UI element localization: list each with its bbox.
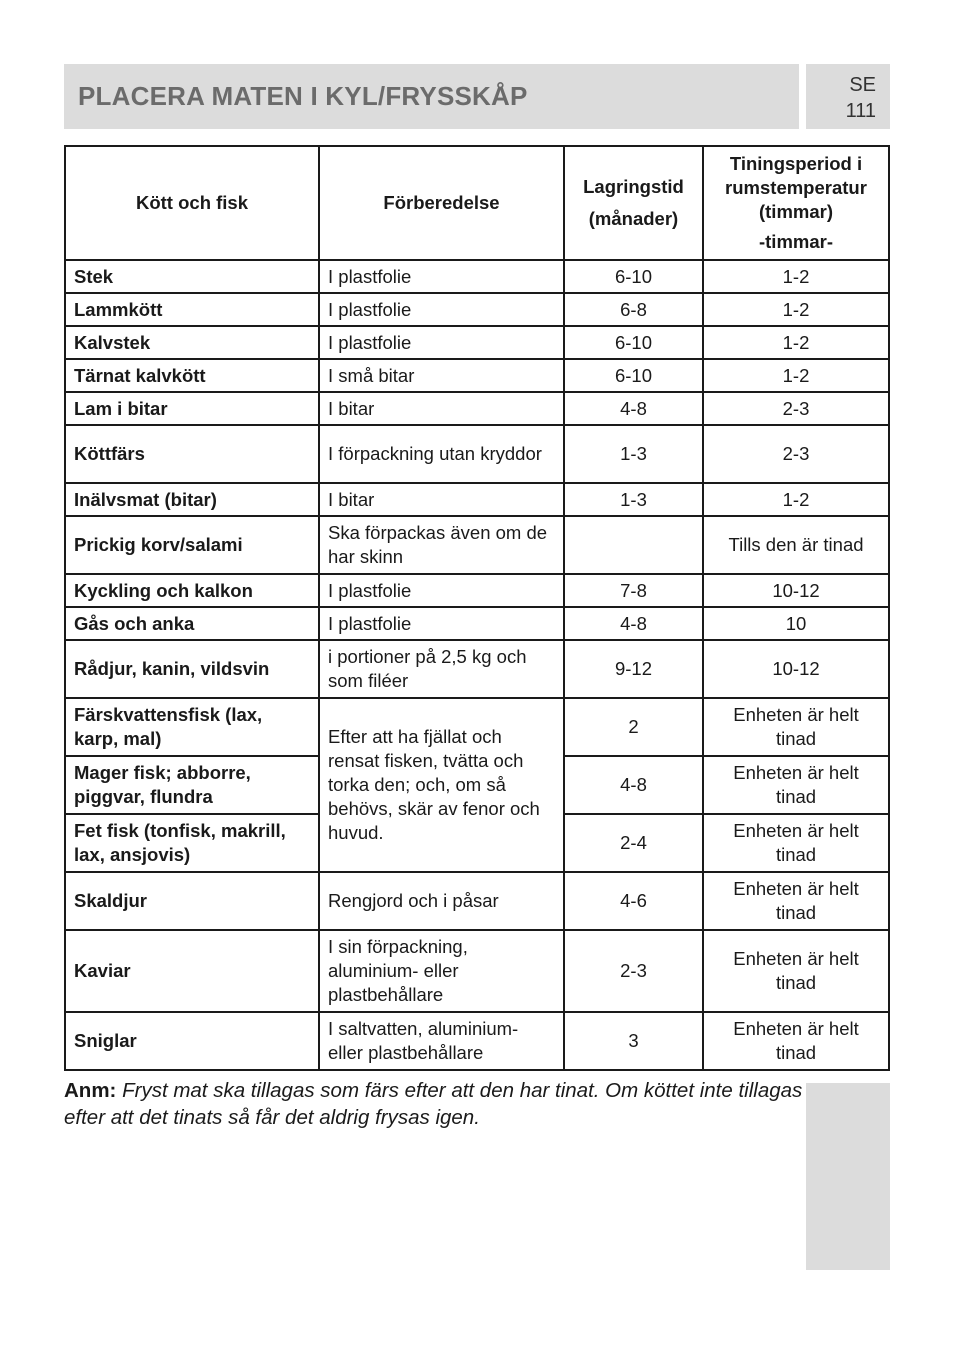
row-thaw: 1-2 <box>703 293 889 326</box>
row-item: Prickig korv/salami <box>65 516 319 574</box>
row-item: Skaldjur <box>65 872 319 930</box>
page-number: 111 <box>845 100 876 122</box>
row-storage: 4-8 <box>564 607 703 640</box>
row-thaw: 1-2 <box>703 483 889 516</box>
side-decoration <box>806 1083 890 1270</box>
row-thaw: Enheten är helt tinad <box>703 756 889 814</box>
row-thaw: 1-2 <box>703 260 889 293</box>
row-storage: 9-12 <box>564 640 703 698</box>
header-item: Kött och fisk <box>65 146 319 260</box>
table-row <box>65 1012 889 1070</box>
row-prep: I förpackning utan kryddor <box>319 425 564 483</box>
row-item: Tärnat kalvkött <box>65 359 319 392</box>
row-prep: Rengjord och i påsar <box>319 872 564 930</box>
row-thaw: Enheten är helt tinad <box>703 698 889 756</box>
row-storage: 6-8 <box>564 293 703 326</box>
table-row <box>65 872 889 930</box>
table-row <box>65 698 889 756</box>
row-thaw: 10-12 <box>703 574 889 607</box>
row-item: Rådjur, kanin, vildsvin <box>65 640 319 698</box>
row-storage: 2 <box>564 698 703 756</box>
header-thaw-line1: Tiningsperiod i rumstemperatur (timmar) <box>725 153 867 222</box>
header-thaw-line2: -timmar- <box>758 231 833 252</box>
row-thaw: 1-2 <box>703 326 889 359</box>
page-indicator <box>806 64 890 129</box>
row-thaw: 1-2 <box>703 359 889 392</box>
row-item: Kaviar <box>65 930 319 1012</box>
row-item: Lam i bitar <box>65 392 319 425</box>
row-prep: I bitar <box>319 392 564 425</box>
row-thaw: Enheten är helt tinad <box>703 814 889 872</box>
table-row <box>65 293 889 326</box>
row-thaw: Enheten är helt tinad <box>703 1012 889 1070</box>
page-title: PLACERA MATEN I KYL/FRYSSKÅP <box>78 81 528 111</box>
header-storage-line1: Lagringstid <box>583 176 684 197</box>
table-row <box>65 607 889 640</box>
row-prep: I plastfolie <box>319 574 564 607</box>
row-storage: 1-3 <box>564 483 703 516</box>
row-prep: I plastfolie <box>319 260 564 293</box>
row-storage: 4-6 <box>564 872 703 930</box>
row-storage: 1-3 <box>564 425 703 483</box>
row-prep-fish: Efter att ha fjällat och rensat fisken, tvätta och torka den; och, om så behövs, skär av fenor och huvud. <box>319 698 564 872</box>
footnote-text: Fryst mat ska tillagas som färs efter att den har tinat. Om köttet inte tillagas efter att det tinats så får det aldrig frysas igen. <box>64 1079 803 1129</box>
row-item: Inälvsmat (bitar) <box>65 483 319 516</box>
row-prep: I små bitar <box>319 359 564 392</box>
row-item: Stek <box>65 260 319 293</box>
row-item: Kyckling och kalkon <box>65 574 319 607</box>
row-storage: 6-10 <box>564 260 703 293</box>
row-prep: I saltvatten, aluminium- eller plastbehållare <box>319 1012 564 1070</box>
row-storage: 3 <box>564 1012 703 1070</box>
table-header-row <box>65 146 889 260</box>
row-storage: 2-3 <box>564 930 703 1012</box>
row-thaw: Enheten är helt tinad <box>703 930 889 1012</box>
table-row <box>65 425 889 483</box>
row-prep: I sin förpackning, aluminium- eller plastbehållare <box>319 930 564 1012</box>
header-prep: Förberedelse <box>319 146 564 260</box>
row-storage: 4-8 <box>564 756 703 814</box>
row-item: Fet fisk (tonfisk, makrill, lax, ansjovis) <box>65 814 319 872</box>
table-row <box>65 326 889 359</box>
table-row <box>65 260 889 293</box>
table-row <box>65 574 889 607</box>
row-thaw: Tills den är tinad <box>703 516 889 574</box>
row-item: Sniglar <box>65 1012 319 1070</box>
row-prep: I bitar <box>319 483 564 516</box>
row-item: Mager fisk; abborre, piggvar, flundra <box>65 756 319 814</box>
row-item: Lammkött <box>65 293 319 326</box>
footnote <box>64 1077 804 1131</box>
table-row <box>65 483 889 516</box>
row-storage: 4-8 <box>564 392 703 425</box>
row-thaw: 2-3 <box>703 425 889 483</box>
row-thaw: Enheten är helt tinad <box>703 872 889 930</box>
row-storage <box>564 516 703 574</box>
row-prep: I plastfolie <box>319 326 564 359</box>
header-thaw <box>703 146 889 260</box>
row-storage: 2-4 <box>564 814 703 872</box>
header-storage <box>564 146 703 260</box>
table-row <box>65 392 889 425</box>
row-storage: 7-8 <box>564 574 703 607</box>
row-item: Gås och anka <box>65 607 319 640</box>
table-row <box>65 640 889 698</box>
language-code: SE <box>849 74 876 96</box>
row-thaw: 2-3 <box>703 392 889 425</box>
row-storage: 6-10 <box>564 326 703 359</box>
header-storage-line2: (månader) <box>588 208 679 229</box>
row-prep: I plastfolie <box>319 607 564 640</box>
row-prep: Ska förpackas även om de har skinn <box>319 516 564 574</box>
table-row <box>65 930 889 1012</box>
row-item: Köttfärs <box>65 425 319 483</box>
title-bar <box>64 64 799 129</box>
row-prep: I plastfolie <box>319 293 564 326</box>
table-row <box>65 516 889 574</box>
footnote-label: Anm: <box>64 1079 117 1102</box>
row-thaw: 10 <box>703 607 889 640</box>
table-row <box>65 359 889 392</box>
storage-table <box>64 145 890 1071</box>
row-thaw: 10-12 <box>703 640 889 698</box>
row-item: Kalvstek <box>65 326 319 359</box>
row-prep: i portioner på 2,5 kg och som filéer <box>319 640 564 698</box>
row-storage: 6-10 <box>564 359 703 392</box>
row-item: Färskvattensfisk (lax, karp, mal) <box>65 698 319 756</box>
